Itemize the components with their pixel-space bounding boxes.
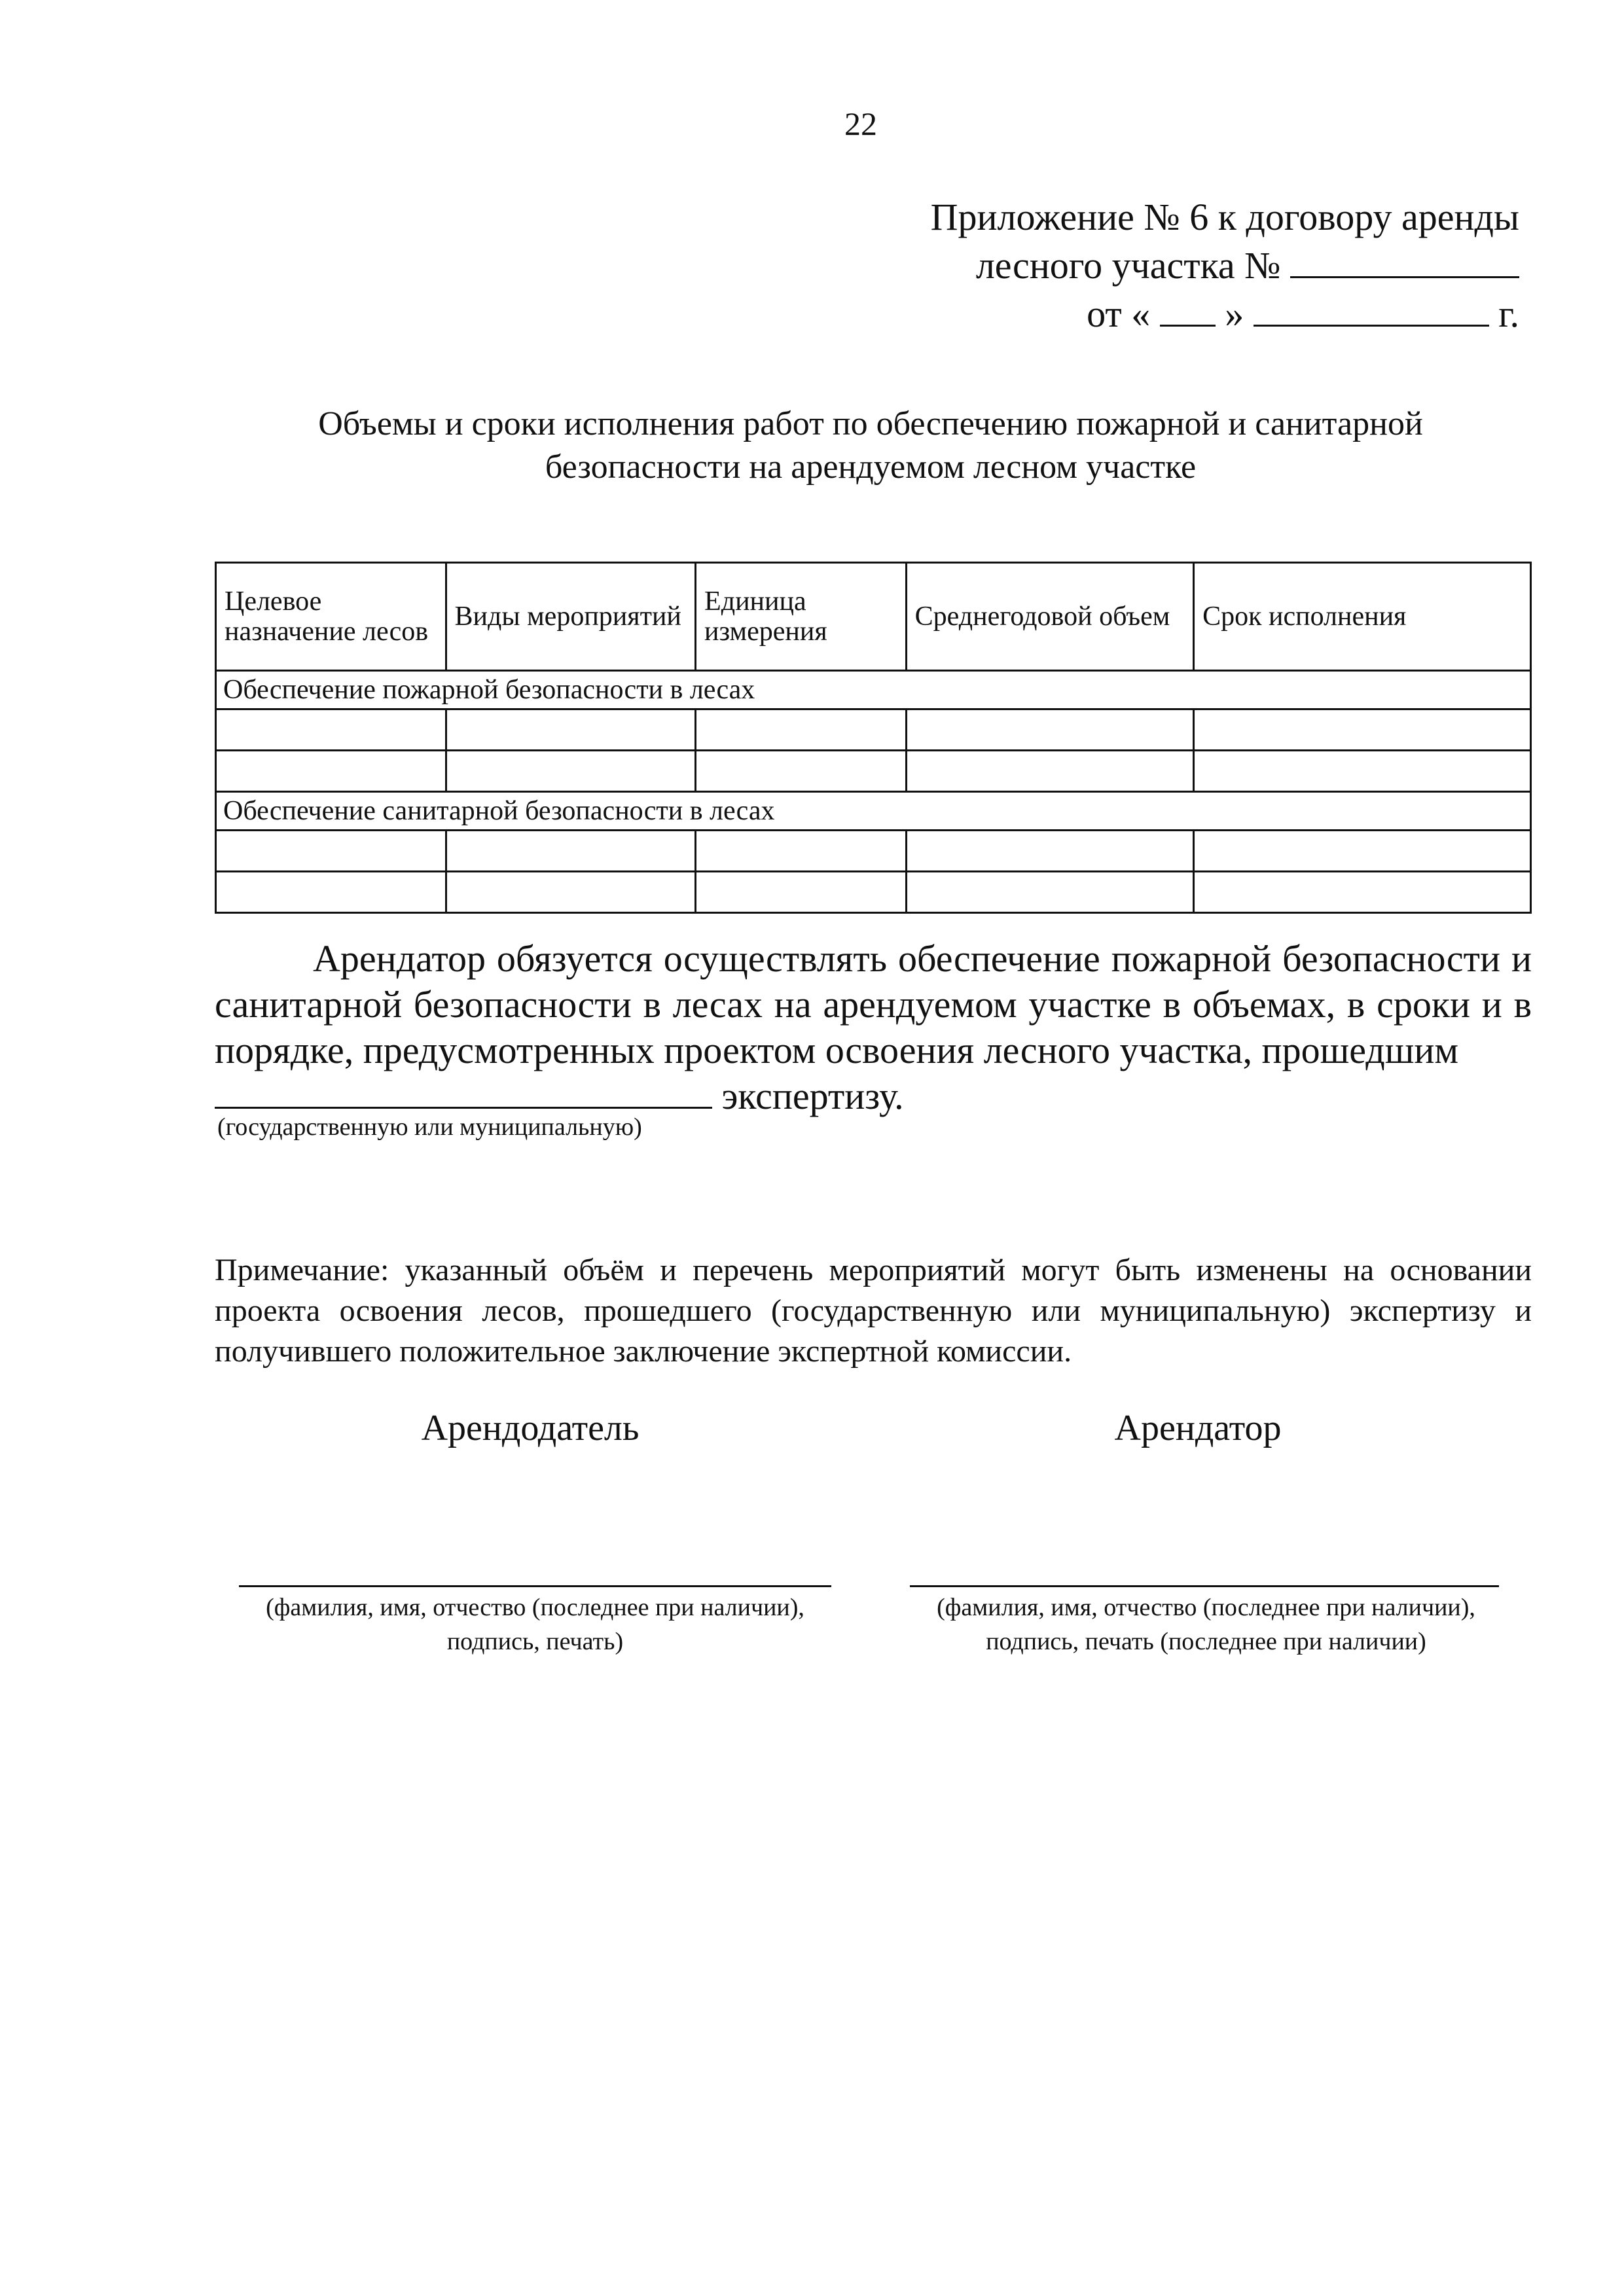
expertise-hint: (государственную или муниципальную) [217,1113,642,1141]
lessor-title: Арендодатель [421,1408,640,1448]
appendix-contract-label: лесного участка № [975,244,1281,287]
table-cell[interactable] [216,872,446,913]
obligation-paragraph [215,936,1532,1119]
table-cell[interactable] [906,751,1193,792]
title-line-2: безопасности на арендуемом лесном участке [545,448,1197,486]
lessor-signature-line[interactable] [239,1585,831,1587]
expertise-type-blank[interactable] [215,1077,712,1109]
table-cell[interactable] [696,831,907,872]
works-table [215,562,1532,914]
lessee-caption-line-1: (фамилия, имя, отчество (последнее при наличии), [937,1594,1475,1621]
obligation-tail: экспертизу. [721,1075,904,1117]
table-row [216,831,1531,872]
day-blank[interactable] [1160,295,1216,327]
table-cell[interactable] [906,872,1193,913]
lessee-caption-line-2: подпись, печать (последнее при наличии) [986,1628,1426,1655]
table-cell[interactable] [216,751,446,792]
lessor-caption-line-1: (фамилия, имя, отчество (последнее при наличии), [266,1594,804,1621]
table-row [216,751,1531,792]
table-cell[interactable] [1194,751,1531,792]
table-section-row [216,792,1531,831]
date-suffix: г. [1498,293,1519,335]
appendix-header [931,193,1519,338]
lessee-caption [887,1590,1525,1659]
table-section-row [216,671,1531,709]
table-header-row [216,563,1531,671]
section-sanitary-safety: Обеспечение санитарной безопасности в лесах [216,792,1531,831]
lessee-signature-line[interactable] [910,1585,1499,1587]
page-number: 22 [844,105,877,142]
table-cell[interactable] [446,751,696,792]
table-cell[interactable] [696,872,907,913]
table-cell[interactable] [696,751,907,792]
section-fire-safety: Обеспечение пожарной безопасности в лесах [216,671,1531,709]
contract-number-blank[interactable] [1290,246,1519,278]
table-cell[interactable] [446,872,696,913]
appendix-line-1: Приложение № 6 к договору аренды [930,196,1519,238]
table-cell[interactable] [906,709,1193,751]
date-middle: » [1225,293,1244,335]
table-cell[interactable] [696,709,907,751]
month-blank[interactable] [1254,295,1489,327]
table-cell[interactable] [1194,872,1531,913]
title-line-1: Объемы и сроки исполнения работ по обеспечению пожарной и санитарной [318,405,1423,442]
table-cell[interactable] [1194,831,1531,872]
table-cell[interactable] [446,709,696,751]
header-deadline: Срок исполнения [1194,563,1531,671]
note-paragraph: Примечание: указанный объём и перечень мероприятий могут быть изменены на основании проекта освоения лесов, прошедшего (государственную или муниципальную) экспертизу и получившего положительное заключение экспертной комиссии. [215,1253,1532,1369]
table-row [216,709,1531,751]
table-cell[interactable] [1194,709,1531,751]
lessor-caption-line-2: подпись, печать) [446,1628,624,1655]
lessor-caption [216,1590,854,1659]
lessee-title: Арендатор [1114,1408,1282,1448]
table-cell[interactable] [216,709,446,751]
header-annual-volume: Среднегодовой объем [906,563,1193,671]
obligation-text: Арендатор обязуется осуществлять обеспечение пожарной безопасности и санитарной безопасности в лесах на арендуемом участке в объемах, в сроки и в порядке, предусмотренных проектом освоения лесного участка, прошедшим [215,937,1532,1071]
appendix-line-3 [931,290,1519,338]
table-cell[interactable] [216,831,446,872]
document-title [209,403,1532,489]
table-row [216,872,1531,913]
header-unit: Единица измерения [696,563,907,671]
header-activities: Виды мероприятий [446,563,696,671]
appendix-line-2 [931,242,1519,290]
header-purpose: Целевое назначение лесов [216,563,446,671]
table-cell[interactable] [446,831,696,872]
date-prefix: от « [1087,293,1151,335]
table-cell[interactable] [906,831,1193,872]
